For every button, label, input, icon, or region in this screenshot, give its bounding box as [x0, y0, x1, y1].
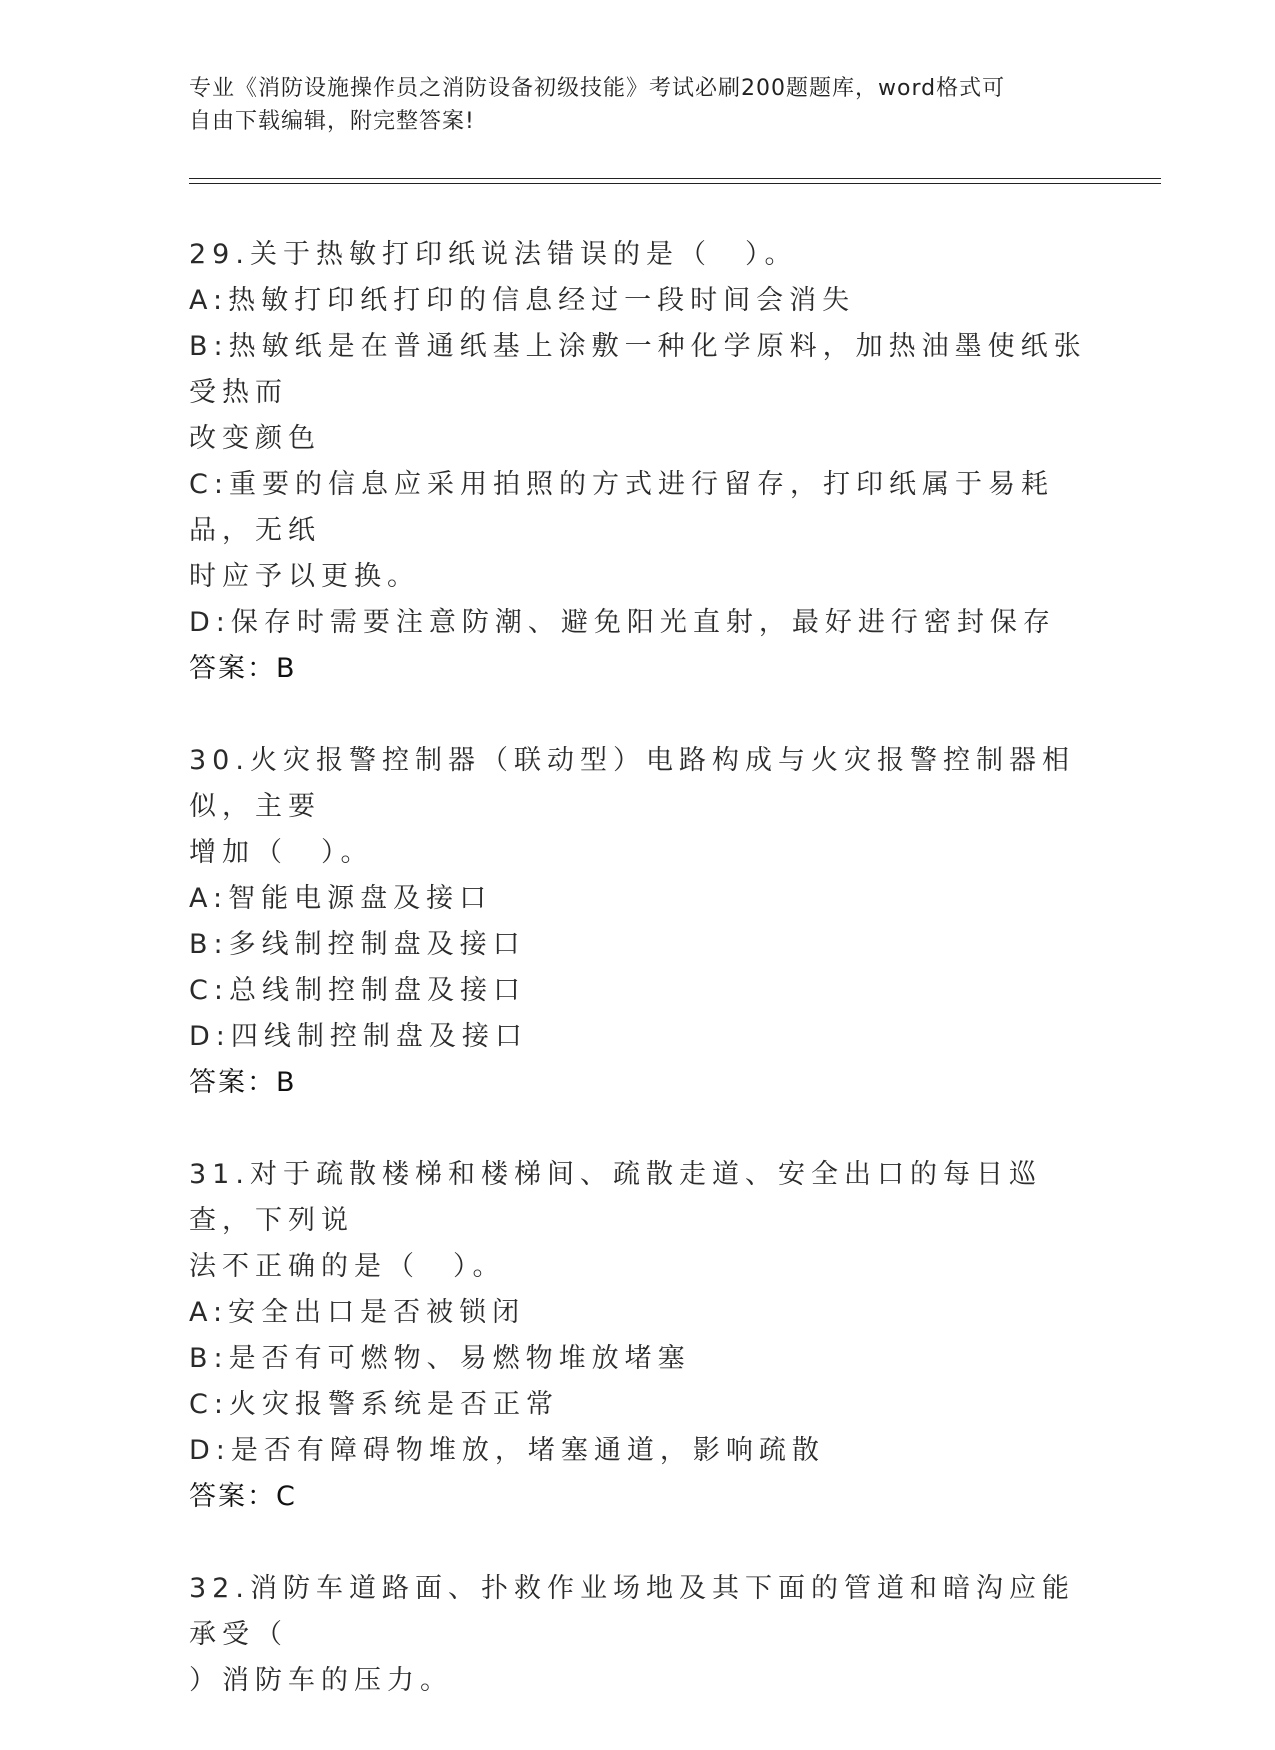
- question-option: 改变颜色: [189, 423, 321, 454]
- question-option: C:总线制控制盘及接口: [189, 975, 526, 1006]
- question-option: D:是否有障碍物堆放，堵塞通道，影响疏散: [189, 1435, 825, 1466]
- question-block: [189, 1566, 1089, 1704]
- question-stem: 法不正确的是（ ）。: [189, 1251, 506, 1282]
- question-option: D:保存时需要注意防潮、避免阳光直射，最好进行密封保存: [189, 607, 1056, 638]
- question-option: A:安全出口是否被锁闭: [189, 1297, 526, 1328]
- document-header: [189, 72, 1069, 138]
- question-stem: 30.火灾报警控制器（联动型）电路构成与火灾报警控制器相似，主要: [189, 745, 1075, 822]
- question-answer: 答案：B: [189, 1067, 297, 1098]
- question-option: B:多线制控制盘及接口: [189, 929, 526, 960]
- header-line-1: 专业《消防设施操作员之消防设备初级技能》考试必刷200题题库，word格式可: [189, 76, 1006, 101]
- question-stem: 31.对于疏散楼梯和楼梯间、疏散走道、安全出口的每日巡查，下列说: [189, 1159, 1042, 1236]
- question-option: C:火灾报警系统是否正常: [189, 1389, 559, 1420]
- question-option: C:重要的信息应采用拍照的方式进行留存，打印纸属于易耗品，无纸: [189, 469, 1054, 546]
- question-option: A:智能电源盘及接口: [189, 883, 493, 914]
- question-answer: 答案：B: [189, 653, 297, 684]
- question-list: [189, 232, 1089, 1750]
- question-stem: 29.关于热敏打印纸说法错误的是（ ）。: [189, 239, 798, 270]
- question-block: [189, 738, 1089, 1106]
- question-answer: 答案：C: [189, 1481, 297, 1512]
- question-option: 时应予以更换。: [189, 561, 420, 592]
- question-stem: 32.消防车道路面、扑救作业场地及其下面的管道和暗沟应能承受（: [189, 1573, 1075, 1650]
- question-option: D:四线制控制盘及接口: [189, 1021, 528, 1052]
- question-option: A:热敏打印纸打印的信息经过一段时间会消失: [189, 285, 856, 316]
- question-block: [189, 232, 1089, 692]
- question-block: [189, 1152, 1089, 1520]
- header-divider: [189, 178, 1161, 184]
- question-option: B:是否有可燃物、易燃物堆放堵塞: [189, 1343, 691, 1374]
- question-stem: 增加（ ）。: [189, 837, 374, 868]
- question-option: B:热敏纸是在普通纸基上涂敷一种化学原料，加热油墨使纸张受热而: [189, 331, 1087, 408]
- header-line-2: 自由下载编辑，附完整答案!: [189, 109, 475, 134]
- question-stem: ）消防车的压力。: [189, 1665, 453, 1696]
